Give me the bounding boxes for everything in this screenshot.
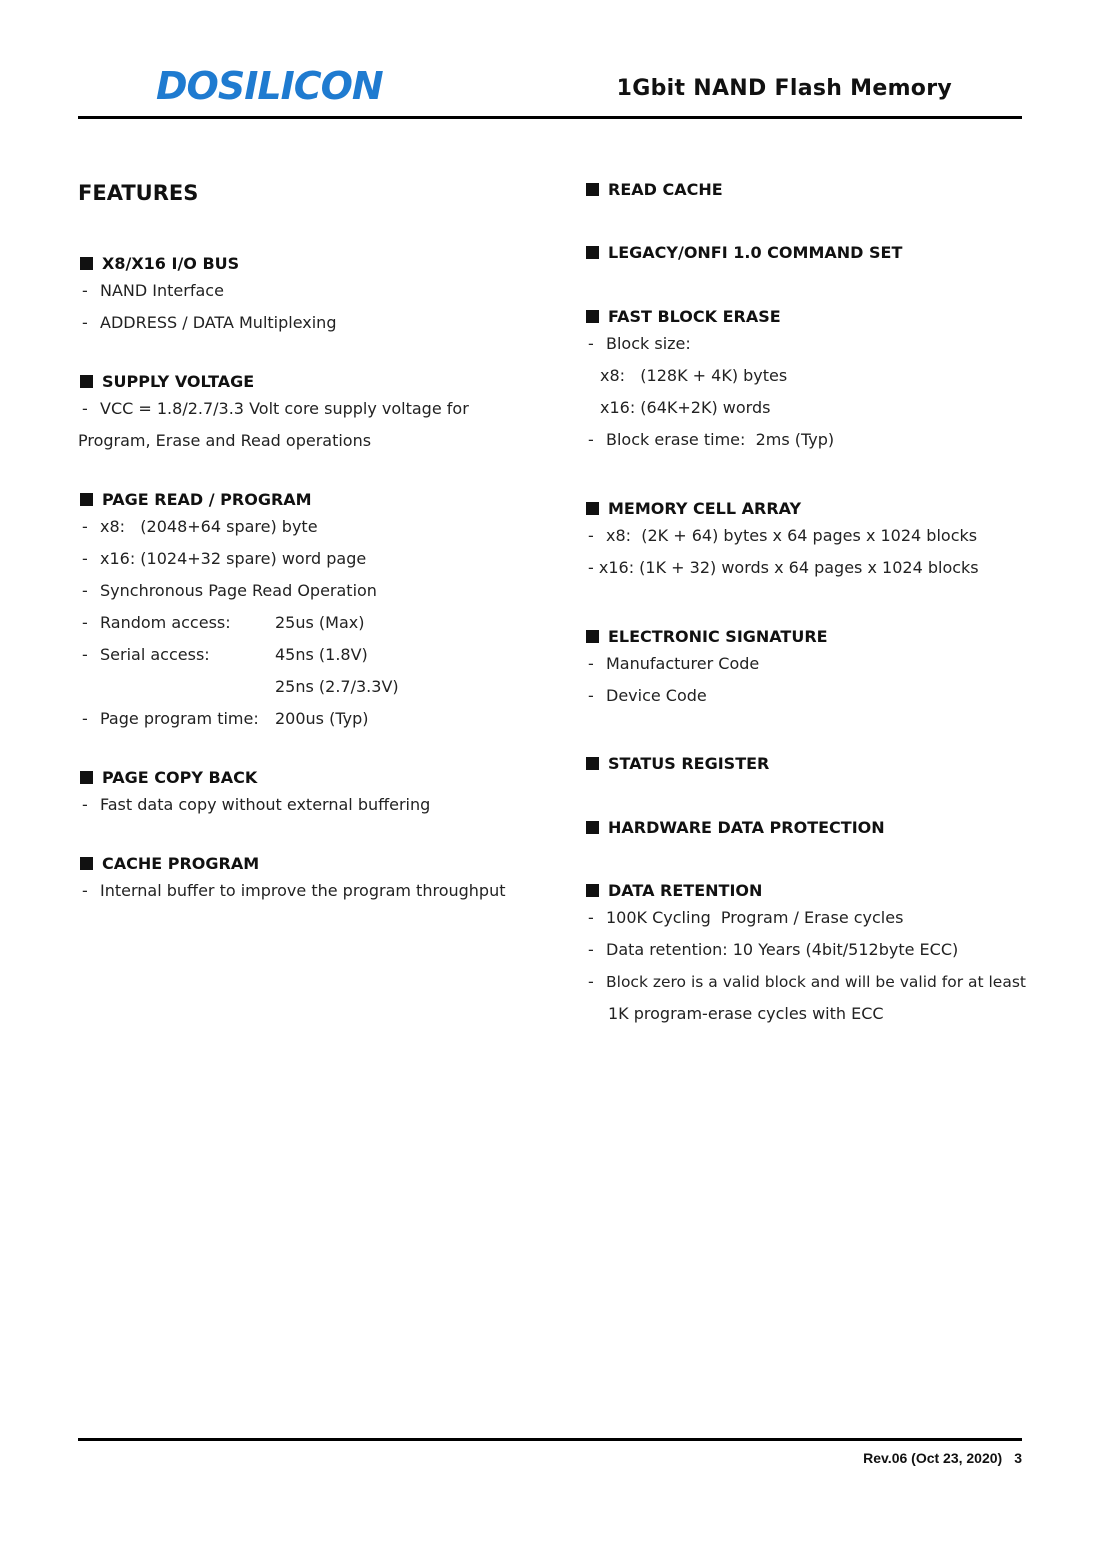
- company-logo: [156, 64, 383, 108]
- list-item: - Random access: 25us (Max): [82, 613, 365, 632]
- heading-text: STATUS REGISTER: [608, 753, 770, 773]
- list-item: - VCC = 1.8/2.7/3.3 Volt core supply voltage for: [82, 399, 469, 418]
- section-heading: [584, 878, 1034, 902]
- square-bullet-icon: [586, 502, 599, 515]
- list-item: - Block size:: [588, 334, 691, 353]
- square-bullet-icon: [586, 630, 599, 643]
- square-bullet-icon: [586, 757, 599, 770]
- footer-rule: [78, 1438, 1022, 1441]
- section-heading: [78, 487, 538, 511]
- list-item: - NAND Interface: [82, 281, 224, 300]
- section-page-read-program: [78, 487, 538, 735]
- section-heading: [78, 369, 538, 393]
- heading-text: ELECTRONIC SIGNATURE: [608, 626, 828, 646]
- list-item: - x8: (2048+64 spare) byte: [82, 517, 318, 536]
- section-heading: [584, 177, 1034, 201]
- square-bullet-icon: [80, 257, 93, 270]
- section-heading: [584, 304, 1034, 328]
- logo-text: DOSILICON: [156, 64, 383, 108]
- page-footer: [863, 1450, 1022, 1466]
- list-item-continued: x16: (64K+2K) words: [600, 398, 771, 417]
- list-item: - Internal buffer to improve the program throughput: [82, 881, 506, 900]
- section-heading: [584, 751, 1034, 775]
- list-item: - Block erase time: 2ms (Typ): [588, 430, 835, 449]
- features-title: FEATURES: [78, 181, 199, 205]
- heading-text: SUPPLY VOLTAGE: [102, 371, 255, 391]
- section-fast-block-erase: [584, 304, 1034, 456]
- header-rule: [78, 116, 1022, 119]
- list-item: - Synchronous Page Read Operation: [82, 581, 377, 600]
- heading-text: READ CACHE: [608, 179, 723, 199]
- left-column: [78, 251, 538, 907]
- list-item: - x16: (1024+32 spare) word page: [82, 549, 367, 568]
- square-bullet-icon: [586, 183, 599, 196]
- heading-text: PAGE READ / PROGRAM: [102, 489, 312, 509]
- section-heading: [78, 851, 538, 875]
- section-page-copy-back: [78, 765, 538, 821]
- heading-text: MEMORY CELL ARRAY: [608, 498, 802, 518]
- section-heading: [78, 765, 538, 789]
- square-bullet-icon: [80, 857, 93, 870]
- list-item: - Block zero is a valid block and will be valid for at least: [588, 972, 1026, 991]
- heading-text: DATA RETENTION: [608, 880, 763, 900]
- square-bullet-icon: [80, 375, 93, 388]
- list-item: - Manufacturer Code: [588, 654, 760, 673]
- right-column: [584, 177, 1034, 1030]
- list-item-continued: 25ns (2.7/3.3V): [275, 677, 399, 696]
- list-item: - Device Code: [588, 686, 707, 705]
- list-item-continued: x8: (128K + 4K) bytes: [600, 366, 788, 385]
- section-heading: [584, 240, 1034, 264]
- heading-text: LEGACY/ONFI 1.0 COMMAND SET: [608, 242, 903, 262]
- square-bullet-icon: [586, 821, 599, 834]
- square-bullet-icon: [80, 771, 93, 784]
- list-item: - Data retention: 10 Years (4bit/512byte ECC): [588, 940, 959, 959]
- section-legacy-onfi: [584, 240, 1034, 264]
- list-item-continued: Program, Erase and Read operations: [78, 431, 372, 450]
- square-bullet-icon: [586, 884, 599, 897]
- section-heading: [584, 496, 1034, 520]
- section-memory-cell-array: [584, 496, 1034, 584]
- section-data-retention: [584, 878, 1034, 1030]
- heading-text: PAGE COPY BACK: [102, 767, 258, 787]
- list-item: - Page program time: 200us (Typ): [82, 709, 369, 728]
- list-item: - x16: (1K + 32) words x 64 pages x 1024 blocks: [588, 558, 979, 577]
- square-bullet-icon: [586, 310, 599, 323]
- list-item-continued: 1K program-erase cycles with ECC: [608, 1004, 884, 1023]
- section-cache-program: [78, 851, 538, 907]
- list-item: - Serial access: 45ns (1.8V): [82, 645, 368, 664]
- heading-text: X8/X16 I/O BUS: [102, 253, 240, 273]
- section-supply-voltage: [78, 369, 538, 457]
- section-electronic-signature: [584, 624, 1034, 712]
- page-number: 3: [1014, 1450, 1022, 1466]
- heading-text: CACHE PROGRAM: [102, 853, 260, 873]
- section-heading: [584, 815, 1034, 839]
- square-bullet-icon: [586, 246, 599, 259]
- section-heading: [78, 251, 538, 275]
- section-heading: [584, 624, 1034, 648]
- list-item: - 100K Cycling Program / Erase cycles: [588, 908, 904, 927]
- list-item: - Fast data copy without external buffering: [82, 795, 431, 814]
- heading-text: HARDWARE DATA PROTECTION: [608, 817, 885, 837]
- list-item: - ADDRESS / DATA Multiplexing: [82, 313, 337, 332]
- list-item: - x8: (2K + 64) bytes x 64 pages x 1024 blocks: [588, 526, 978, 545]
- section-status-register: [584, 751, 1034, 775]
- revision-text: Rev.06 (Oct 23, 2020): [863, 1450, 1003, 1466]
- document-title: 1Gbit NAND Flash Memory: [616, 76, 952, 101]
- heading-text: FAST BLOCK ERASE: [608, 306, 781, 326]
- section-io-bus: [78, 251, 538, 339]
- square-bullet-icon: [80, 493, 93, 506]
- section-read-cache: [584, 177, 1034, 201]
- section-hardware-data-protection: [584, 815, 1034, 839]
